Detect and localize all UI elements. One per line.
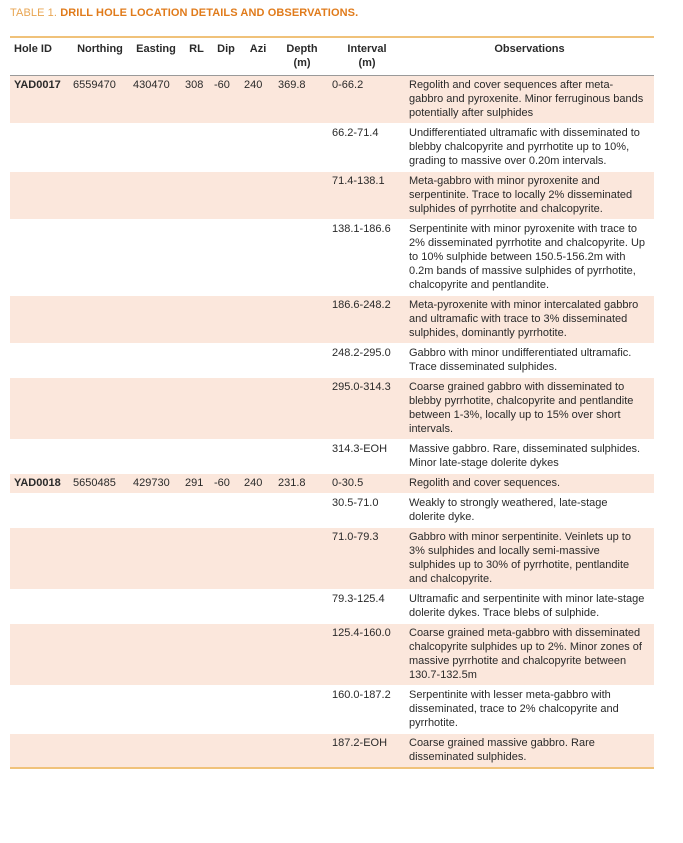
cell-interval: 71.0-79.3 xyxy=(329,528,405,590)
cell-hole-id xyxy=(10,528,70,590)
cell-observations: Gabbro with minor serpentinite. Veinlets up to 3% sulphides and locally semi-massive sulphides up to 30% of pyrrhotite, pentlandite and chalcopyrite. xyxy=(405,528,654,590)
cell-northing: 5650485 xyxy=(70,474,130,494)
cell-hole-id xyxy=(10,124,70,172)
cell-hole-id: YAD0018 xyxy=(10,474,70,494)
header-hole-id: Hole ID xyxy=(10,37,70,76)
cell-interval: 125.4-160.0 xyxy=(329,624,405,686)
header-dip: Dip xyxy=(211,37,241,76)
cell-northing xyxy=(70,686,130,734)
cell-observations: Meta-gabbro with minor pyroxenite and serpentinite. Trace to locally 2% disseminated sulphides of pyrrhotite and chalcopyrite. xyxy=(405,172,654,220)
cell-observations: Meta-pyroxenite with minor intercalated gabbro and ultramafic with trace to 3% disseminated sulphides, dominantly pyrrhotite. xyxy=(405,296,654,344)
cell-observations: Ultramafic and serpentinite with minor late-stage dolerite dykes. Trace blebs of sulphide. xyxy=(405,590,654,624)
cell-rl xyxy=(182,220,211,296)
header-interval xyxy=(329,37,405,76)
cell-easting xyxy=(130,590,182,624)
cell-observations: Weakly to strongly weathered, late-stage dolerite dyke. xyxy=(405,494,654,528)
cell-observations: Gabbro with minor undifferentiated ultramafic. Trace disseminated sulphides. xyxy=(405,344,654,378)
cell-rl xyxy=(182,344,211,378)
cell-azi xyxy=(241,494,275,528)
cell-hole-id xyxy=(10,624,70,686)
table-body xyxy=(10,76,654,769)
caption-title: DRILL HOLE LOCATION DETAILS AND OBSERVATIONS. xyxy=(60,7,359,19)
cell-dip xyxy=(211,590,241,624)
cell-observations: Serpentinite with minor pyroxenite with trace to 2% disseminated pyrrhotite and chalcopyrite. Up to 10% sulphide between 150.5-156.2m with 0.2m bands of massive sulphides of pyrrhotite, chalcopyrite and pentlandite. xyxy=(405,220,654,296)
table-row xyxy=(10,734,654,769)
cell-dip xyxy=(211,220,241,296)
cell-observations: Coarse grained massive gabbro. Rare disseminated sulphides. xyxy=(405,734,654,769)
cell-northing xyxy=(70,220,130,296)
cell-rl xyxy=(182,686,211,734)
cell-northing xyxy=(70,296,130,344)
cell-observations: Regolith and cover sequences after meta-gabbro and pyroxenite. Minor ferruginous bands potentially after sulphides xyxy=(405,76,654,124)
cell-easting xyxy=(130,494,182,528)
cell-interval: 138.1-186.6 xyxy=(329,220,405,296)
table-row xyxy=(10,172,654,220)
cell-easting xyxy=(130,528,182,590)
table-row xyxy=(10,378,654,440)
cell-interval: 0-30.5 xyxy=(329,474,405,494)
header-rl: RL xyxy=(182,37,211,76)
cell-northing xyxy=(70,528,130,590)
cell-depth xyxy=(275,624,329,686)
cell-dip: -60 xyxy=(211,474,241,494)
cell-depth xyxy=(275,440,329,474)
table-row xyxy=(10,624,654,686)
cell-rl xyxy=(182,734,211,769)
cell-interval: 30.5-71.0 xyxy=(329,494,405,528)
table-row xyxy=(10,590,654,624)
cell-interval: 160.0-187.2 xyxy=(329,686,405,734)
cell-northing xyxy=(70,172,130,220)
cell-azi xyxy=(241,440,275,474)
cell-depth xyxy=(275,686,329,734)
cell-dip xyxy=(211,528,241,590)
cell-azi: 240 xyxy=(241,474,275,494)
cell-observations: Massive gabbro. Rare, disseminated sulphides. Minor late-stage dolerite dykes xyxy=(405,440,654,474)
cell-depth xyxy=(275,296,329,344)
cell-northing xyxy=(70,624,130,686)
cell-easting: 429730 xyxy=(130,474,182,494)
cell-observations: Regolith and cover sequences. xyxy=(405,474,654,494)
cell-depth xyxy=(275,494,329,528)
cell-northing: 6559470 xyxy=(70,76,130,124)
table-row xyxy=(10,528,654,590)
cell-easting xyxy=(130,378,182,440)
cell-interval: 314.3-EOH xyxy=(329,440,405,474)
cell-hole-id xyxy=(10,590,70,624)
cell-azi xyxy=(241,172,275,220)
cell-azi xyxy=(241,686,275,734)
caption-prefix: TABLE 1. xyxy=(10,7,58,19)
header-depth xyxy=(275,37,329,76)
cell-easting xyxy=(130,124,182,172)
cell-dip xyxy=(211,494,241,528)
cell-northing xyxy=(70,590,130,624)
header-interval-unit: (m) xyxy=(358,57,376,69)
cell-depth xyxy=(275,378,329,440)
cell-depth: 369.8 xyxy=(275,76,329,124)
cell-dip xyxy=(211,172,241,220)
cell-depth xyxy=(275,220,329,296)
cell-hole-id xyxy=(10,440,70,474)
cell-interval: 66.2-71.4 xyxy=(329,124,405,172)
cell-depth xyxy=(275,590,329,624)
table-row xyxy=(10,686,654,734)
cell-rl xyxy=(182,172,211,220)
cell-interval: 0-66.2 xyxy=(329,76,405,124)
cell-northing xyxy=(70,378,130,440)
cell-depth xyxy=(275,528,329,590)
cell-interval: 248.2-295.0 xyxy=(329,344,405,378)
cell-dip: -60 xyxy=(211,76,241,124)
cell-dip xyxy=(211,624,241,686)
table-row xyxy=(10,344,654,378)
cell-rl xyxy=(182,296,211,344)
cell-hole-id xyxy=(10,378,70,440)
table-row xyxy=(10,220,654,296)
cell-depth xyxy=(275,734,329,769)
cell-hole-id xyxy=(10,494,70,528)
header-depth-unit: (m) xyxy=(293,57,311,69)
cell-easting xyxy=(130,344,182,378)
cell-easting xyxy=(130,220,182,296)
cell-dip xyxy=(211,378,241,440)
cell-rl: 308 xyxy=(182,76,211,124)
cell-observations: Coarse grained meta-gabbro with disseminated chalcopyrite sulphides up to 2%. Minor zones of massive pyrrhotite and chalcopyrite between 130.7-132.5m xyxy=(405,624,654,686)
cell-hole-id xyxy=(10,220,70,296)
table-row xyxy=(10,124,654,172)
cell-rl xyxy=(182,440,211,474)
cell-dip xyxy=(211,344,241,378)
cell-rl xyxy=(182,124,211,172)
cell-depth xyxy=(275,344,329,378)
cell-depth: 231.8 xyxy=(275,474,329,494)
cell-easting xyxy=(130,440,182,474)
cell-rl xyxy=(182,528,211,590)
cell-hole-id: YAD0017 xyxy=(10,76,70,124)
table-row xyxy=(10,76,654,124)
cell-rl: 291 xyxy=(182,474,211,494)
cell-azi xyxy=(241,528,275,590)
cell-azi xyxy=(241,624,275,686)
table-caption xyxy=(10,7,358,19)
cell-hole-id xyxy=(10,296,70,344)
cell-northing xyxy=(70,344,130,378)
cell-azi xyxy=(241,590,275,624)
cell-dip xyxy=(211,296,241,344)
cell-dip xyxy=(211,440,241,474)
cell-observations: Coarse grained gabbro with disseminated to blebby pyrrhotite, chalcopyrite and pentlandite between 1-3%, locally up to 15% over short intervals. xyxy=(405,378,654,440)
cell-azi xyxy=(241,124,275,172)
cell-azi xyxy=(241,378,275,440)
cell-hole-id xyxy=(10,686,70,734)
cell-observations: Serpentinite with lesser meta-gabbro with disseminated, trace to 2% chalcopyrite and pyrrhotite. xyxy=(405,686,654,734)
cell-azi xyxy=(241,344,275,378)
cell-easting xyxy=(130,296,182,344)
cell-easting xyxy=(130,172,182,220)
cell-dip xyxy=(211,686,241,734)
cell-depth xyxy=(275,172,329,220)
cell-northing xyxy=(70,440,130,474)
table-header-row xyxy=(10,37,654,76)
cell-azi xyxy=(241,296,275,344)
cell-northing xyxy=(70,494,130,528)
cell-azi xyxy=(241,220,275,296)
cell-interval: 187.2-EOH xyxy=(329,734,405,769)
cell-hole-id xyxy=(10,734,70,769)
header-northing: Northing xyxy=(70,37,130,76)
cell-easting xyxy=(130,734,182,769)
drill-hole-table xyxy=(10,36,654,769)
cell-rl xyxy=(182,378,211,440)
cell-azi xyxy=(241,734,275,769)
cell-easting: 430470 xyxy=(130,76,182,124)
header-easting: Easting xyxy=(130,37,182,76)
cell-hole-id xyxy=(10,172,70,220)
cell-hole-id xyxy=(10,344,70,378)
cell-northing xyxy=(70,734,130,769)
cell-rl xyxy=(182,494,211,528)
header-interval-label: Interval xyxy=(347,43,387,55)
cell-azi: 240 xyxy=(241,76,275,124)
cell-interval: 186.6-248.2 xyxy=(329,296,405,344)
cell-easting xyxy=(130,686,182,734)
header-azi: Azi xyxy=(241,37,275,76)
cell-interval: 295.0-314.3 xyxy=(329,378,405,440)
header-depth-label: Depth xyxy=(286,43,318,55)
cell-interval: 71.4-138.1 xyxy=(329,172,405,220)
table-row xyxy=(10,494,654,528)
cell-easting xyxy=(130,624,182,686)
table-row xyxy=(10,440,654,474)
cell-northing xyxy=(70,124,130,172)
table-row xyxy=(10,474,654,494)
cell-observations: Undifferentiated ultramafic with disseminated to blebby chalcopyrite and pyrrhotite up to 10%, grading to massive over 0.20m intervals. xyxy=(405,124,654,172)
cell-depth xyxy=(275,124,329,172)
table-row xyxy=(10,296,654,344)
cell-dip xyxy=(211,124,241,172)
cell-interval: 79.3-125.4 xyxy=(329,590,405,624)
header-observations: Observations xyxy=(405,37,654,76)
cell-rl xyxy=(182,624,211,686)
cell-dip xyxy=(211,734,241,769)
cell-rl xyxy=(182,590,211,624)
